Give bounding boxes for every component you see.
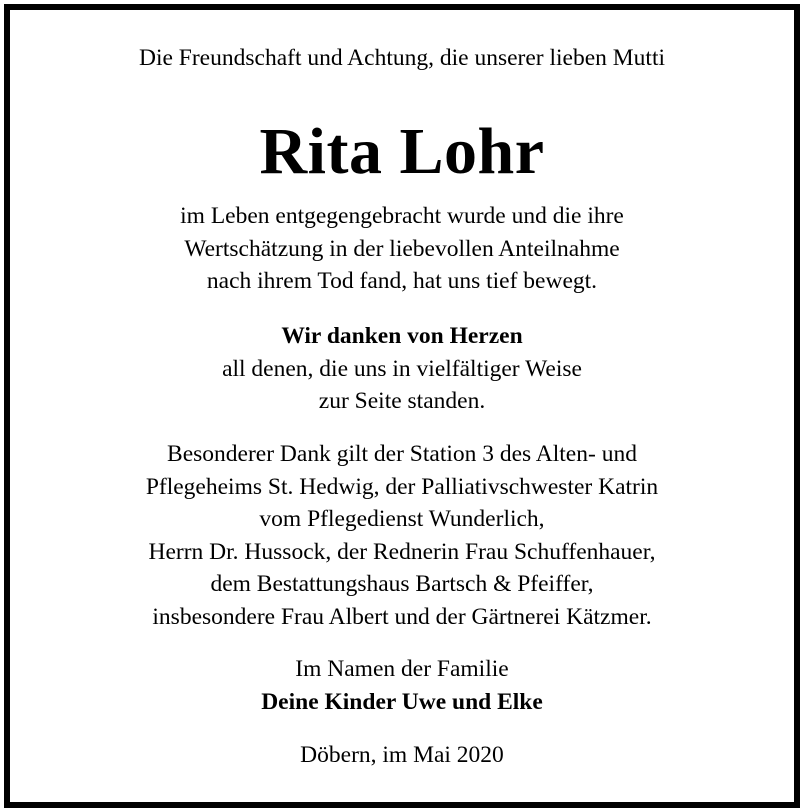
special-thanks-line: Besonderer Dank gilt der Station 3 des Alten- und xyxy=(167,441,637,467)
special-thanks-line: vom Pflegedienst Wunderlich, xyxy=(259,506,545,532)
special-thanks-paragraph xyxy=(10,438,794,633)
gratitude-paragraph xyxy=(10,200,794,298)
special-thanks-line: insbesondere Frau Albert und der Gärtnerei Kätzmer. xyxy=(152,603,652,630)
special-thanks-line: Pflegeheims St. Hedwig, der Palliativschwester Katrin xyxy=(145,473,659,500)
signature-block xyxy=(10,653,794,718)
intro-line: Die Freundschaft und Achtung, die unserer lieben Mutti xyxy=(138,45,666,71)
place-date xyxy=(10,739,794,772)
thanks-line: zur Seite standen. xyxy=(318,388,486,414)
gratitude-line: im Leben entgegengebracht wurde und die ihre xyxy=(180,203,624,229)
gratitude-line: nach ihrem Tod fand, hat uns tief bewegt. xyxy=(206,268,598,294)
thanks-line: all denen, die uns in vielfältiger Weise xyxy=(222,355,582,382)
special-thanks-line: dem Bestattungshaus Bartsch & Pfeiffer, xyxy=(210,571,594,597)
thanks-paragraph xyxy=(10,320,794,418)
family-names: Deine Kinder Uwe und Elke xyxy=(261,688,543,715)
family-intro: Im Namen der Familie xyxy=(295,656,509,682)
deceased-name: Rita Lohr xyxy=(259,115,545,188)
gratitude-line: Wertschätzung in der liebevollen Anteilnahme xyxy=(184,235,620,262)
place-date-text: Döbern, im Mai 2020 xyxy=(300,742,504,768)
thanks-heading: Wir danken von Herzen xyxy=(281,323,523,349)
special-thanks-line: Herrn Dr. Hussock, der Rednerin Frau Schuffenhauer, xyxy=(148,538,656,565)
